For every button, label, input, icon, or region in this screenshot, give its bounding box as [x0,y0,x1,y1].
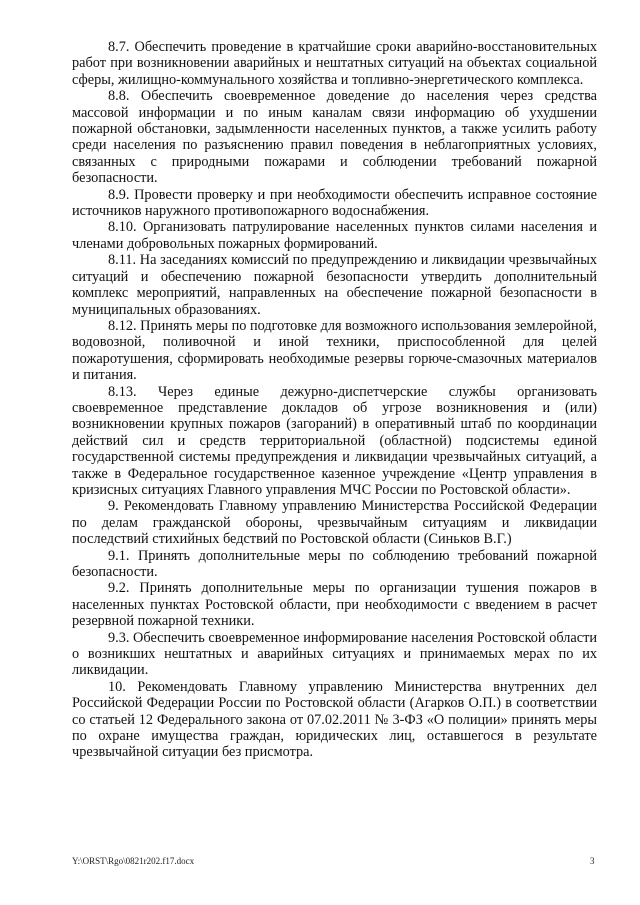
paragraph-8-11: 8.11. На заседаниях комиссий по предупреждению и ликвидации чрезвычайных ситуаций и обеспечению пожарной безопасности утвердить дополнительный комплекс мероприятий, направленных на обеспечение пожарной безопасности в муниципальных образованиях. [72,252,597,318]
page-number: 3 [590,856,595,866]
paragraph-9: 9. Рекомендовать Главному управлению Министерства Российской Федерации по делам гражданской обороны, чрезвычайным ситуациям и ликвидации последствий стихийных бедствий по Ростовской области (Синьков В.Г.) [72,498,597,548]
paragraph-8-12: 8.12. Принять меры по подготовке для возможного использования землеройной, водовозной, поливочной и иной техники, приспособленной для целей пожаротушения, сформировать необходимые резервы горюче-смазочных материалов и питания. [72,317,597,384]
paragraph-9-2: 9.2. Принять дополнительные меры по организации тушения пожаров в населенных пунктах Ростовской области, при необходимости с введением в расчет резервной пожарной техники. [72,580,597,630]
paragraph-9-3: 9.3. Обеспечить своевременное информирование населения Ростовской области о возникших нештатных и аварийных ситуациях и принимаемых мерах по их ликвидации. [72,629,597,679]
paragraph-8-7: 8.7. Обеспечить проведение в кратчайшие сроки аварийно-восстановительных работ при возникновении аварийных и нештатных ситуаций на объектах социальной сферы, жилищно-коммунального хозяйства и топливно-энергетического комплекса. [72,39,597,88]
paragraph-8-10: 8.10. Организовать патрулирование населенных пунктов силами населения и членами добровольных пожарных формирований. [72,219,597,252]
footer-file-path: Y:\ORST\Rgo\0821r202.f17.docx [72,856,195,866]
paragraph-8-9: 8.9. Провести проверку и при необходимости обеспечить исправное состояние источников наружного противопожарного водоснабжения. [72,186,597,220]
paragraph-8-8: 8.8. Обеспечить своевременное доведение до населения через средства массовой информации и по иным каналам связи информацию об ухудшении пожарной обстановки, задымленности населенных пунктов, а также усилить работу среди населения по разъяснению правил поведения в неблагоприятных условиях, связанных с природными пожарами и соблюдении требований пожарной безопасности. [72,88,597,187]
paragraph-8-13: 8.13. Через единые дежурно-диспетчерские службы организовать своевременное представление докладов об угрозе возникновения и (или) возникновении крупных пожаров (загораний) в оперативный штаб по координации действий сил и средств территориальной (областной) подсистемы единой государственной системы предупреждения и ликвидации чрезвычайных ситуаций, а также в Федеральное государственное казенное учреждение «Центр управления в кризисных ситуациях Главного управления МЧС России по Ростовской области». [72,383,597,498]
paragraph-10: 10. Рекомендовать Главному управлению Министерства внутренних дел Российской Федерации России по Ростовской области (Агарков О.П.) в соответствии со статьей 12 Федерального закона от 07.02.2011 № 3-ФЗ «О полиции» принять меры по охране имущества граждан, юридических лиц, оставшегося в результате чрезвычайной ситуации без присмотра. [72,678,597,761]
document-body [72,39,597,761]
paragraph-9-1: 9.1. Принять дополнительные меры по соблюдению требований пожарной безопасности. [72,547,597,580]
